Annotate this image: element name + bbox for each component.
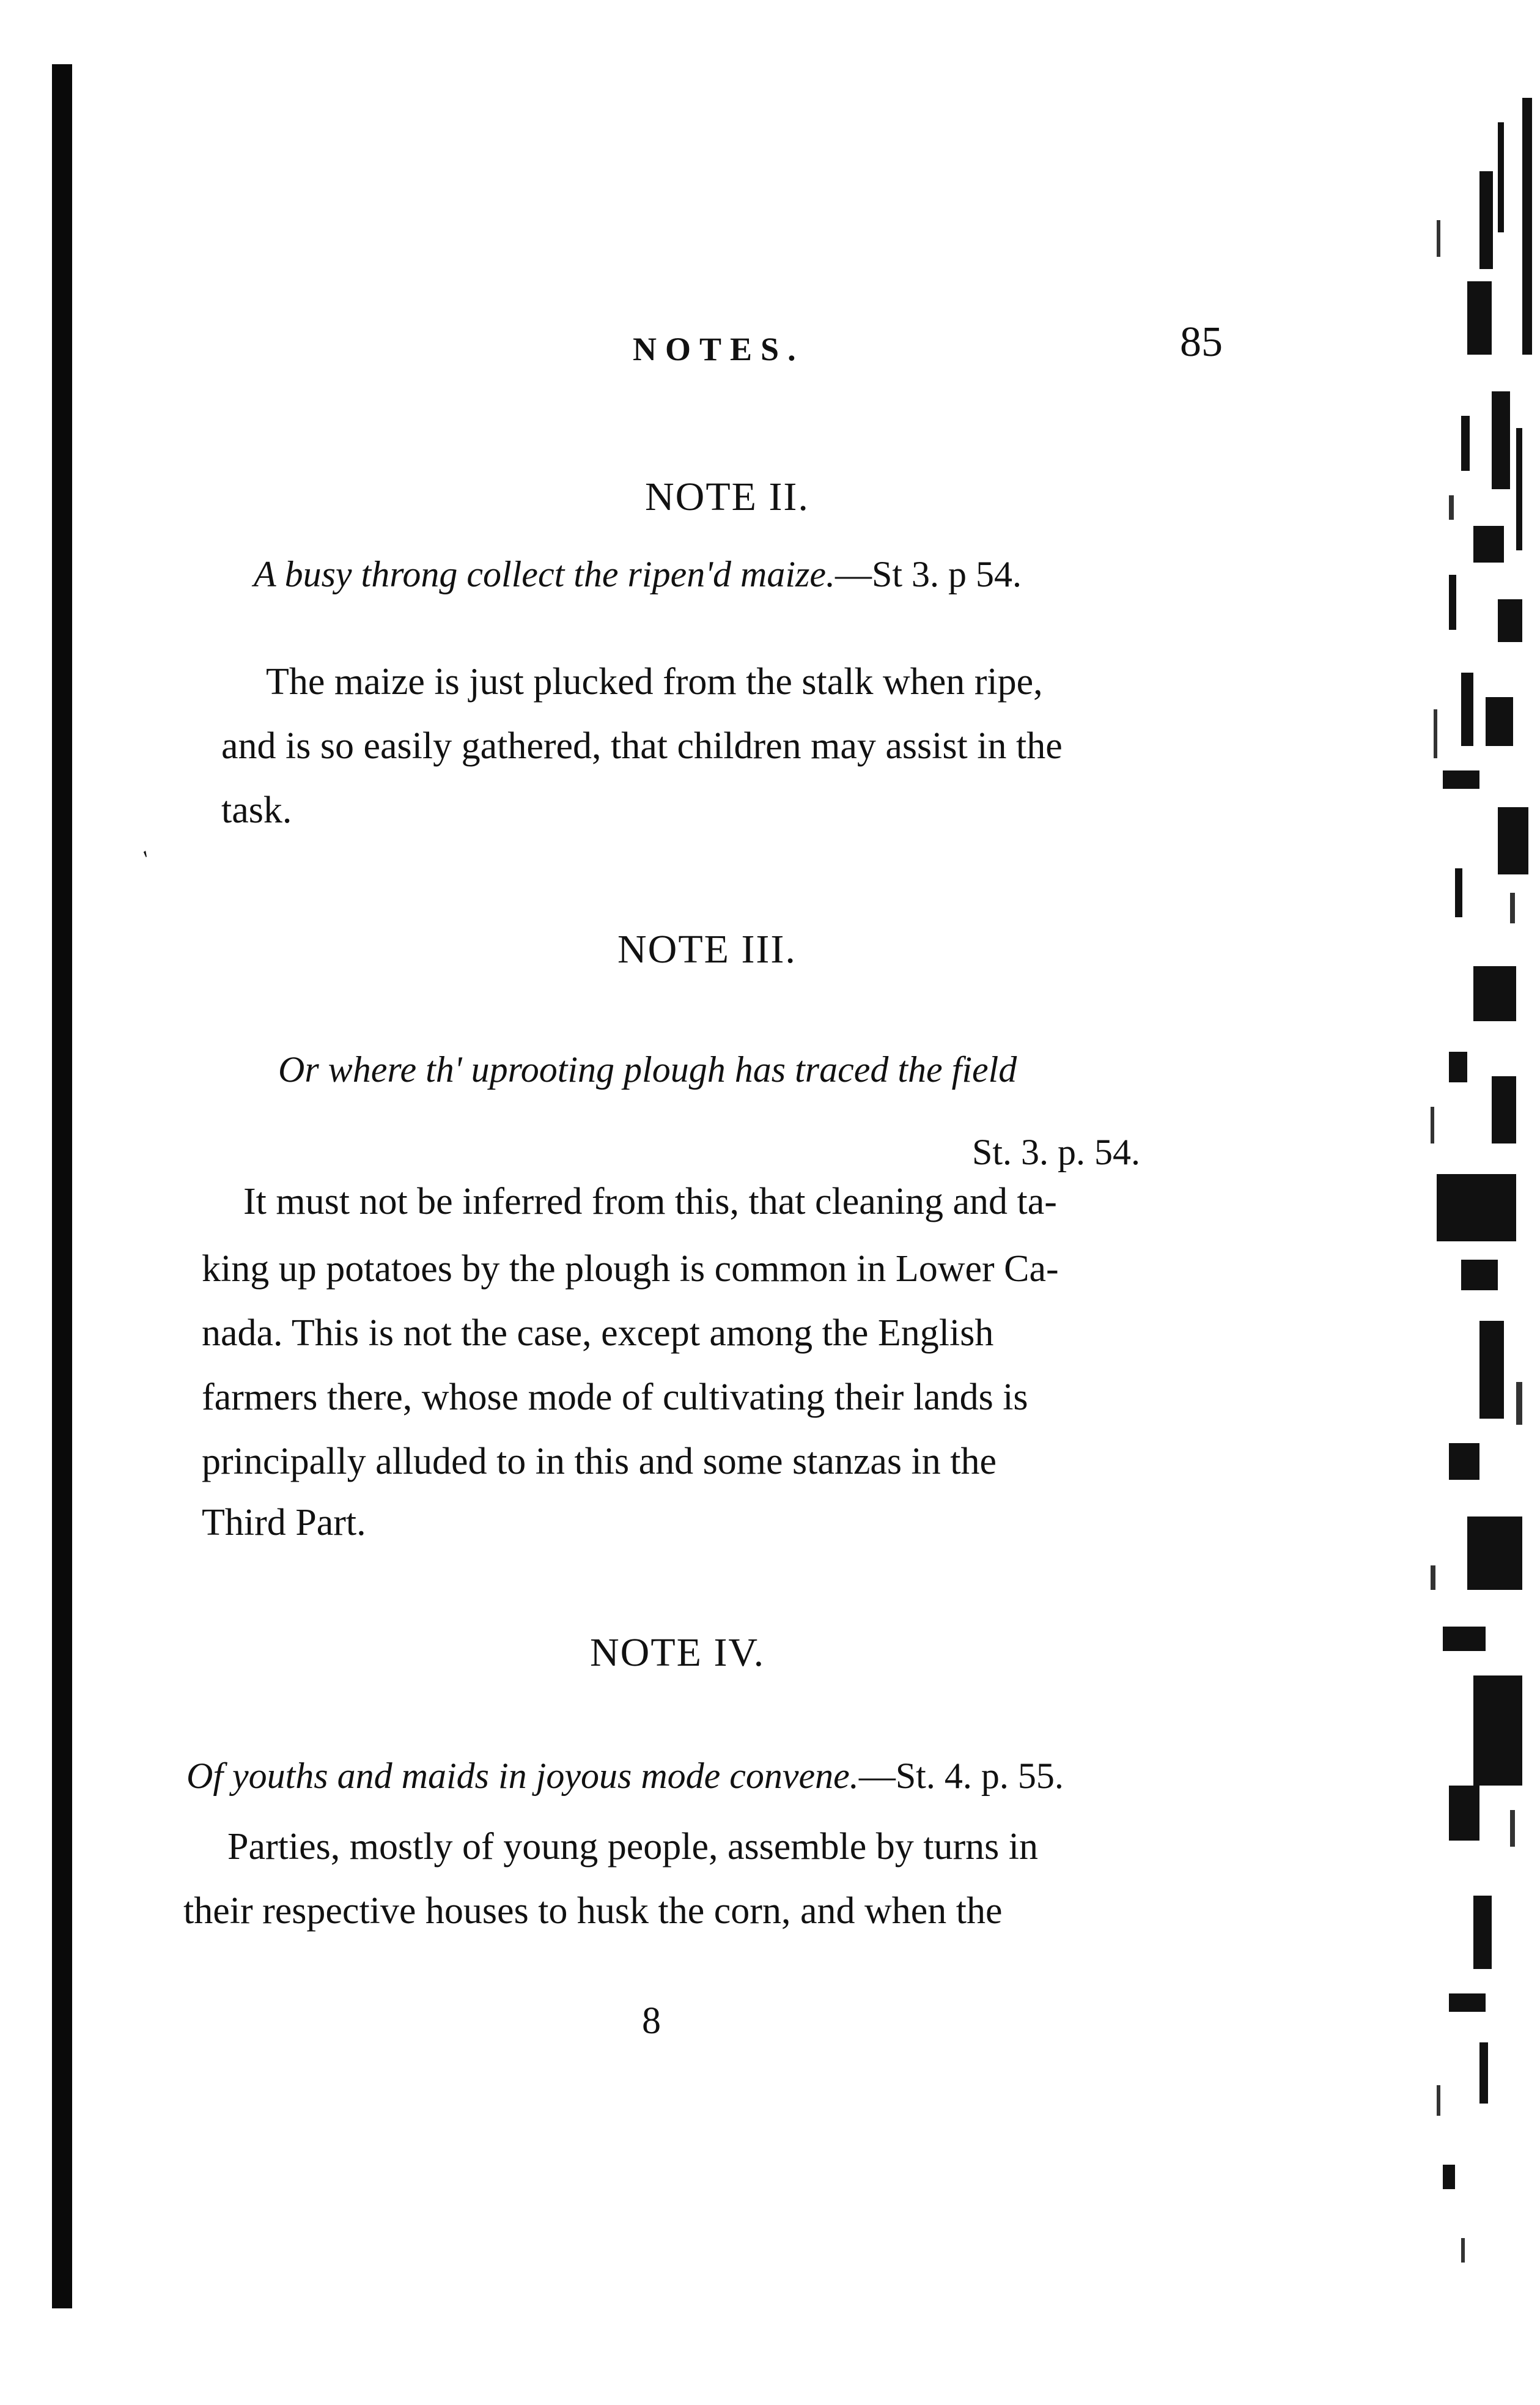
body-line: Parties, mostly of young people, assemble by turns in (227, 1826, 1038, 1867)
adjacent-page-edge (1424, 98, 1540, 2299)
quote-reference: St. 3. p. 54. (972, 1132, 1141, 1172)
note-heading: NOTE II. (645, 475, 809, 519)
body-line: Third Part. (202, 1502, 366, 1543)
body-line: It must not be inferred from this, that cleaning and ta- (243, 1181, 1057, 1222)
stray-pen-mark: ′ (139, 844, 158, 872)
body-line: principally alluded to in this and some stanzas in the (202, 1441, 997, 1482)
note-quote (254, 553, 1022, 596)
note-heading: NOTE III. (617, 927, 797, 972)
page-number: 85 (1180, 319, 1223, 366)
body-line: king up potatoes by the plough is common in Lower Ca- (202, 1248, 1059, 1290)
running-head: NOTES. (633, 331, 805, 368)
body-line: their respective houses to husk the corn, and when the (183, 1890, 1003, 1932)
quote-reference: —St. 4. p. 55. (858, 1756, 1064, 1796)
note-heading: NOTE IV. (590, 1630, 765, 1675)
quote-text: A busy throng collect the ripen'd maize. (254, 554, 836, 594)
body-line: task. (221, 789, 292, 831)
body-line: nada. This is not the case, except among the English (202, 1312, 994, 1354)
quote-reference: —St 3. p 54. (835, 554, 1022, 594)
body-line: farmers there, whose mode of cultivating their lands is (202, 1376, 1028, 1418)
note-quote (278, 1049, 1017, 1091)
body-line: and is so easily gathered, that children may assist in the (221, 725, 1063, 767)
quote-text: Of youths and maids in joyous mode convene. (186, 1756, 859, 1796)
body-line: The maize is just plucked from the stalk when ripe, (266, 661, 1043, 703)
signature-mark: 8 (642, 2000, 661, 2042)
quote-text: Or where th' uprooting plough has traced the field (278, 1049, 1017, 1090)
binding-edge (52, 64, 72, 2308)
note-quote (186, 1755, 1064, 1797)
